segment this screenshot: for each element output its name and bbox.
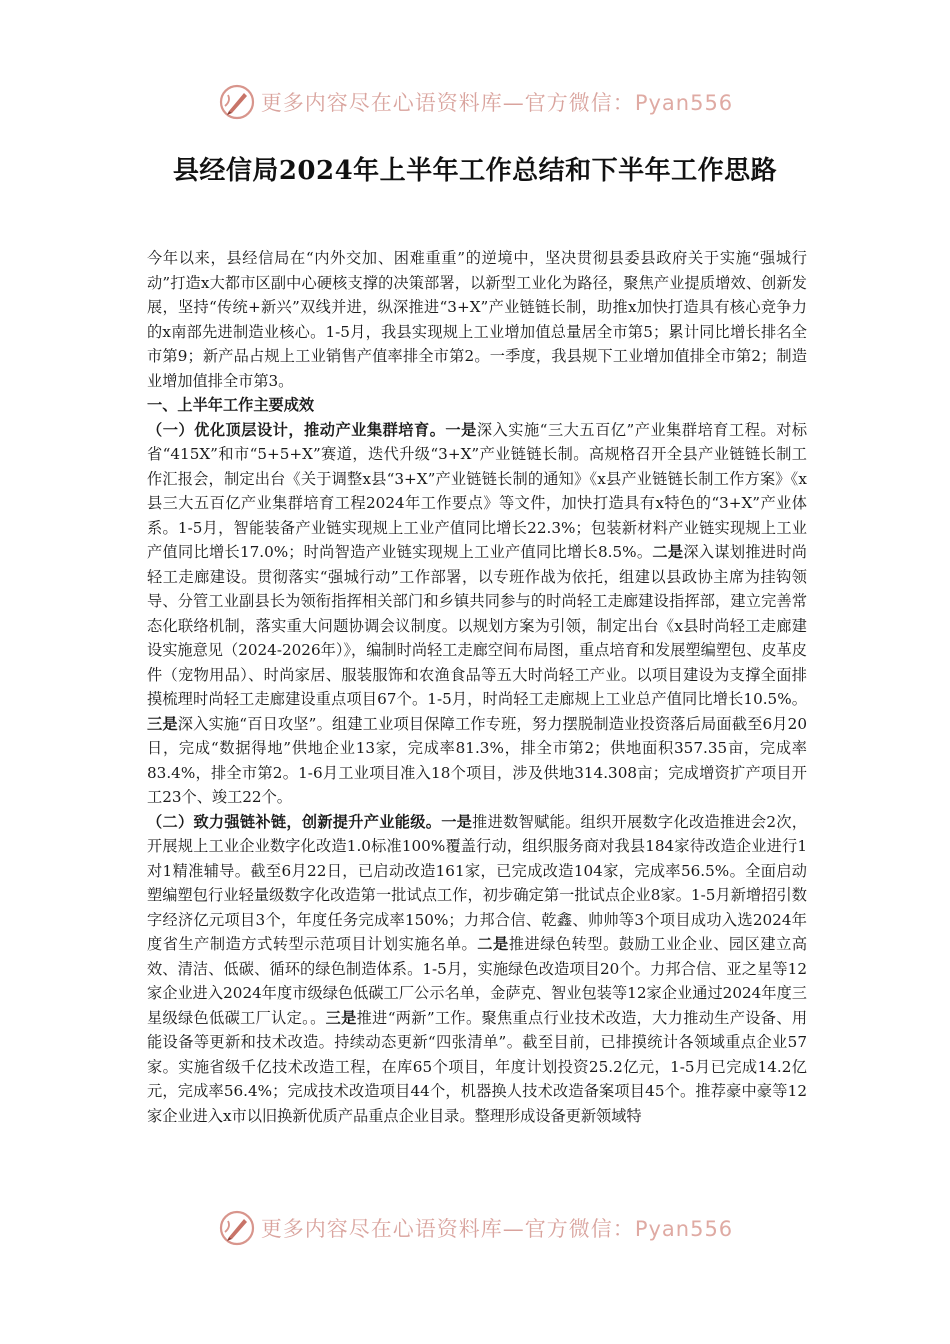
wechat-id: Pyan556 (634, 1217, 734, 1241)
banner-text: 更多内容尽在心语资料库—官方微信：Pyan556 (260, 91, 734, 115)
document-body (147, 246, 807, 1128)
section-heading: 一、上半年工作主要成效 (147, 396, 315, 414)
pen-logo-icon (217, 1208, 257, 1248)
wechat-id: Pyan556 (634, 91, 734, 115)
intro-paragraph: 今年以来，县经信局在“内外交加、困难重重”的逆境中，坚决贯彻县委县政府关于实施“强城行动”打造x大都市区副中心硬核支撑的决策部署，以新型工业化为路径，聚焦产业提质增效、创新发展，坚持“传统+新兴”双线并进，纵深推进“3+X”产业链链长制，助推x加快打造具有核心竞争力的x南部先进制造业核心。1-5月，我县实现规上工业增加值总量居全市第5；累计同比增长排名全市第9；新产品占规上工业销售产值率排全市第2。一季度，我县规下工业增加值排全市第2；制造业增加值排全市第3。 (147, 249, 807, 390)
banner-text: 更多内容尽在心语资料库—官方微信：Pyan556 (260, 1217, 734, 1241)
sub1-paragraph: （一）优化顶层设计，推动产业集群培育。一是深入实施“三大五百亿”产业集群培育工程。对标省“415X”和市“5+5+X”赛道，迭代升级“3+X”产业链链长制。高规格召开全县产业链链长制工作汇报会，制定出台《关于调整x县“3+X”产业链链长制的通知》《x县产业链链长制工作方案》《x县三大五百亿产业集群培育工程2024年工作要点》等文件，加快打造具有x特色的“3+X”产业体系。1-5月，智能装备产业链实现规上工业产值同比增长22.3%；包装新材料产业链实现规上工业产值同比增长17.0%；时尚智造产业链实现规上工业产值同比增长8.5%。二是深入谋划推进时尚轻工走廊建设。贯彻落实“强城行动”工作部署，以专班作战为依托，组建以县政协主席为挂钩领导、分管工业副县长为领衔指挥相关部门和乡镇共同参与的时尚轻工走廊建设指挥部，建立完善常态化联络机制，落实重大问题协调会议制度。以规划方案为引领，制定出台《x县时尚轻工走廊建设实施意见（2024-2026年）》，编制时尚轻工走廊空间布局图，重点培育和发展塑编塑包、皮革皮件（宠物用品）、时尚家居、服装服饰和农渔食品等五大时尚轻工产业。以项目建设为支撑全面排摸梳理时尚轻工走廊建设重点项目67个。1-5月，时尚轻工走廊规上工业总产值同比增长10.5%。三是深入实施“百日攻坚”。组建工业项目保障工作专班，努力摆脱制造业投资落后局面截至6月20日，完成“数据得地”供地企业13家，完成率81.3%，排全市第2；供地面积357.35亩，完成率83.4%，排全市第2。1-6月工业项目准入18个项目，涉及供地314.308亩；完成增资扩产项目开工23个、竣工22个。 (147, 420, 808, 806)
page-title: 县经信局2024年上半年工作总结和下半年工作思路 (172, 156, 778, 186)
footer-banner (0, 1206, 950, 1250)
pen-logo-icon (217, 82, 257, 122)
sub2-paragraph: （二）致力强链补链，创新提升产业能级。一是推进数智赋能。组织开展数字化改造推进会2次，开展规上工业企业数字化改造1.0标准100%覆盖行动，组织服务商对我县184家待改造企业进行1对1精准辅导。截至6月22日，已启动改造161家，已完成改造104家，完成率56.5%。全面启动塑编塑包行业轻量级数字化改造第一批试点工作，初步确定第一批试点企业8家。1-5月新增招引数字经济亿元项目3个，年度任务完成率150%；力邦合信、乾鑫、帅帅等3个项目成功入选2024年度省生产制造方式转型示范项目计划实施名单。二是推进绿色转型。鼓励工业企业、园区建立高效、清洁、低碳、循环的绿色制造体系。1-5月，实施绿色改造项目20个。力邦合信、亚之星等12家企业进入2024年度市级绿色低碳工厂公示名单，金萨克、智业包装等12家企业通过2024年度三星级绿色低碳工厂认定。。三是推进“两新”工作。聚焦重点行业技术改造，大力推动生产设备、用能设备等更新和技术改造。持续动态更新“四张清单”。截至目前，已排摸统计各领域重点企业57家。实施省级千亿技术改造工程，在库65个项目，年度计划投资25.2亿元，1-5月已完成14.2亿元，完成率56.4%；完成技术改造项目44个，机器换人技术改造备案项目45个。推荐豪中豪等12家企业进入x市以旧换新优质产品重点企业目录。整理形成设备更新领域特 (147, 812, 808, 1125)
header-banner (0, 80, 950, 124)
